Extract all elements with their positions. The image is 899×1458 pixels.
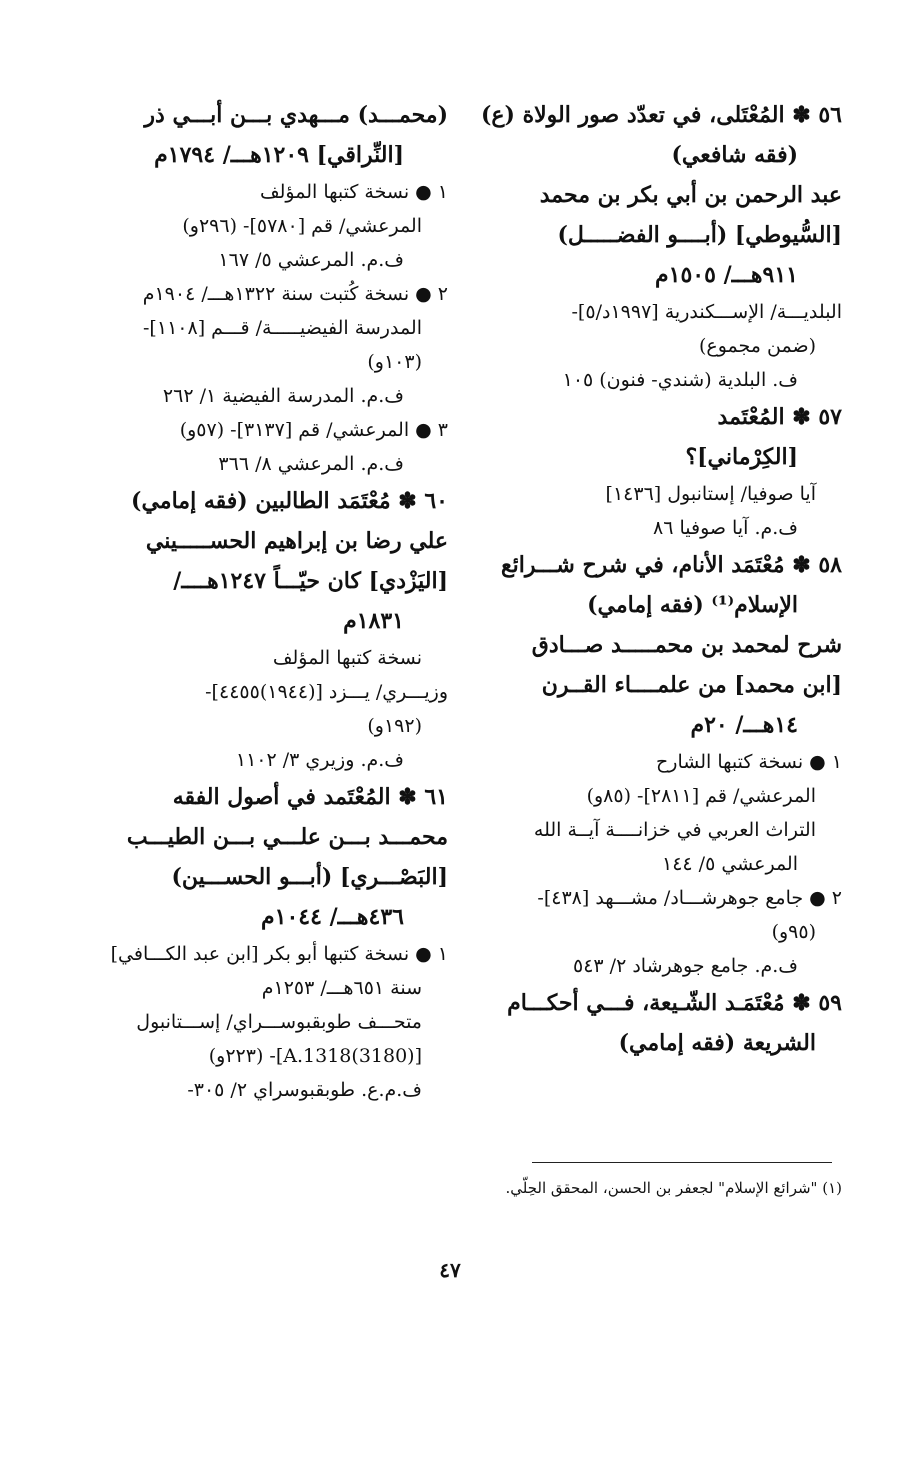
entry-heading-line: [البَصْـــري] (أبـــو الحســـين) — [171, 864, 448, 890]
entry-heading-line: علي رضا بن إبراهيم الحســـــيني — [145, 528, 448, 554]
entry-detail-line: (٩٥و) — [771, 921, 816, 943]
entry-detail-line: ف.م. آيا صوفيا ٨٦ — [653, 517, 798, 539]
entry-heading-line: ٥٨ ✽ مُعْتَمَد الأنام، في شرح شـــرائع — [500, 552, 842, 578]
entry-detail-line: متحـــف طوبقبوســـراي/ إســـتانبول — [136, 1011, 422, 1033]
manuscript-copy-line: ١ ● نسخة كتبها أبو بكر [ابن عبد الكـــافي] — [110, 943, 448, 965]
right-column — [470, 95, 842, 1063]
manuscript-copy-line: ٢ ● جامع جوهرشـــاد/ مشـــهد [٤٣٨]- — [537, 887, 842, 909]
entry-detail-line: [(3180)A.1318]- (٢٢٣و) — [208, 1045, 422, 1067]
entry-heading-line: [اليَزْدي] كان حيّـــاً ١٢٤٧هــــ/ — [173, 568, 448, 594]
entry-heading-line: عبد الرحمن بن أبي بكر بن محمد — [539, 182, 842, 208]
entry-heading-line: ٦١ ✽ المُعْتَمد في أصول الفقه — [172, 784, 448, 810]
entry-detail-line: (ضمن مجموع) — [698, 335, 816, 357]
entry-heading-line: (محمـــد) مـــهدي بـــن أبـــي ذر — [144, 102, 448, 128]
entry-detail-line: ف.م.ع. طوبقبوسراي ٢/ ٣٠٥- — [187, 1079, 422, 1101]
entry-heading-line: [ابن محمد] من علمــــاء القــرن — [541, 672, 842, 698]
entry-heading-line: [السُّيوطي] (أبــــو الفضـــــل) — [557, 222, 842, 248]
entry-detail-line: المدرسة الفيضيـــــة/ قـــم [١١٠٨]- — [143, 317, 422, 339]
footnote-divider — [532, 1162, 832, 1163]
entry-detail-line: ف.م. المدرسة الفيضية ١/ ٢٦٢ — [162, 385, 404, 407]
entry-heading-line: محمـــد بـــن علـــي بـــن الطيـــب — [126, 824, 448, 850]
footnote: (١) "شرائع الإسلام" لجعفر بن الحسن، المحقق الحِلّي. — [505, 1179, 842, 1197]
left-column — [108, 95, 448, 1107]
entry-heading-line: الشريعة (فقه إمامي) — [618, 1030, 816, 1056]
entry-heading-line: [الكِرْماني]؟ — [685, 444, 798, 470]
entry-heading-line: ٤٣٦هـــ/ ١٠٤٤م — [261, 904, 404, 930]
entry-detail-line: ف.م. المرعشي ٥/ ١٦٧ — [218, 249, 404, 271]
entry-heading-line: ٦٠ ✽ مُعْتَمَد الطالبين (فقه إمامي) — [131, 488, 448, 514]
entry-detail-line: ف.م. وزيري ٣/ ١١٠٢ — [235, 749, 404, 771]
entry-detail-line: المرعشي ٥/ ١٤٤ — [662, 853, 798, 875]
entry-detail-line: سنة ٦٥١هـــ/ ١٢٥٣م — [261, 977, 422, 999]
entry-heading-line: ١٤هـــ/ ٢٠م — [690, 712, 798, 738]
entry-detail-line: ف. البلدية (شندي- فنون) ١٠٥ — [562, 369, 798, 391]
entry-detail-line: (١٩٢و) — [367, 715, 422, 737]
entry-heading-line: ١٨٣١م — [343, 608, 404, 634]
entry-detail-line: التراث العربي في خزانــــة آيــة الله — [533, 819, 816, 841]
entry-detail-line: آيا صوفيا/ إستانبول [١٤٣٦] — [605, 483, 816, 505]
entry-detail-line: البلديـــة/ الإســـكندرية [١٩٩٧د/٥]- — [571, 301, 842, 323]
entry-heading-line: ٥٩ ✽ مُعْتَمَـد الشّـيعة، فـــي أحكـــام — [507, 990, 842, 1016]
entry-detail-line: ف.م. المرعشي ٨/ ٣٦٦ — [218, 453, 404, 475]
entry-heading-line: ٩١١هـــ/ ١٥٠٥م — [655, 262, 798, 288]
manuscript-copy-line: ٣ ● المرعشي/ قم [٣١٣٧]- (٥٧و) — [179, 419, 448, 441]
entry-detail-line: المرعشي/ قم [٥٧٨٠]- (٢٩٦و) — [182, 215, 422, 237]
manuscript-copy-line: ١ ● نسخة كتبها الشارح — [656, 751, 842, 773]
manuscript-copy-line: ١ ● نسخة كتبها المؤلف — [259, 181, 448, 203]
entry-detail-line: نسخة كتبها المؤلف — [272, 647, 422, 669]
manuscript-copy-line: ٢ ● نسخة كُتبت سنة ١٣٢٢هـــ/ ١٩٠٤م — [142, 283, 448, 305]
entry-detail-line: وزيـــري/ يـــزد [(١٩٤٤)٤٤٥٥]- — [205, 681, 448, 703]
page-number: ٤٧ — [439, 1258, 461, 1282]
entry-heading-line: (فقه شافعي) — [671, 142, 798, 168]
entry-detail-line: (١٠٣و) — [367, 351, 422, 373]
entry-heading-line: شرح لمحمد بن محمـــــد صـــادق — [531, 632, 842, 658]
entry-heading-line: ٥٧ ✽ المُعْتَمد — [717, 404, 842, 430]
entry-heading-line: [النِّراقي] ١٢٠٩هـــ/ ١٧٩٤م — [154, 142, 404, 168]
entry-detail-line: ف.م. جامع جوهرشاد ٢/ ٥٤٣ — [572, 955, 798, 977]
entry-heading-line: الإسلام⁽¹⁾ (فقه إمامي) — [587, 592, 798, 618]
entry-heading-line: ٥٦ ✽ المُعْتَلى، في تعدّد صور الولاة (ع) — [481, 102, 842, 128]
entry-detail-line: المرعشي/ قم [٢٨١١]- (٨٥و) — [586, 785, 816, 807]
